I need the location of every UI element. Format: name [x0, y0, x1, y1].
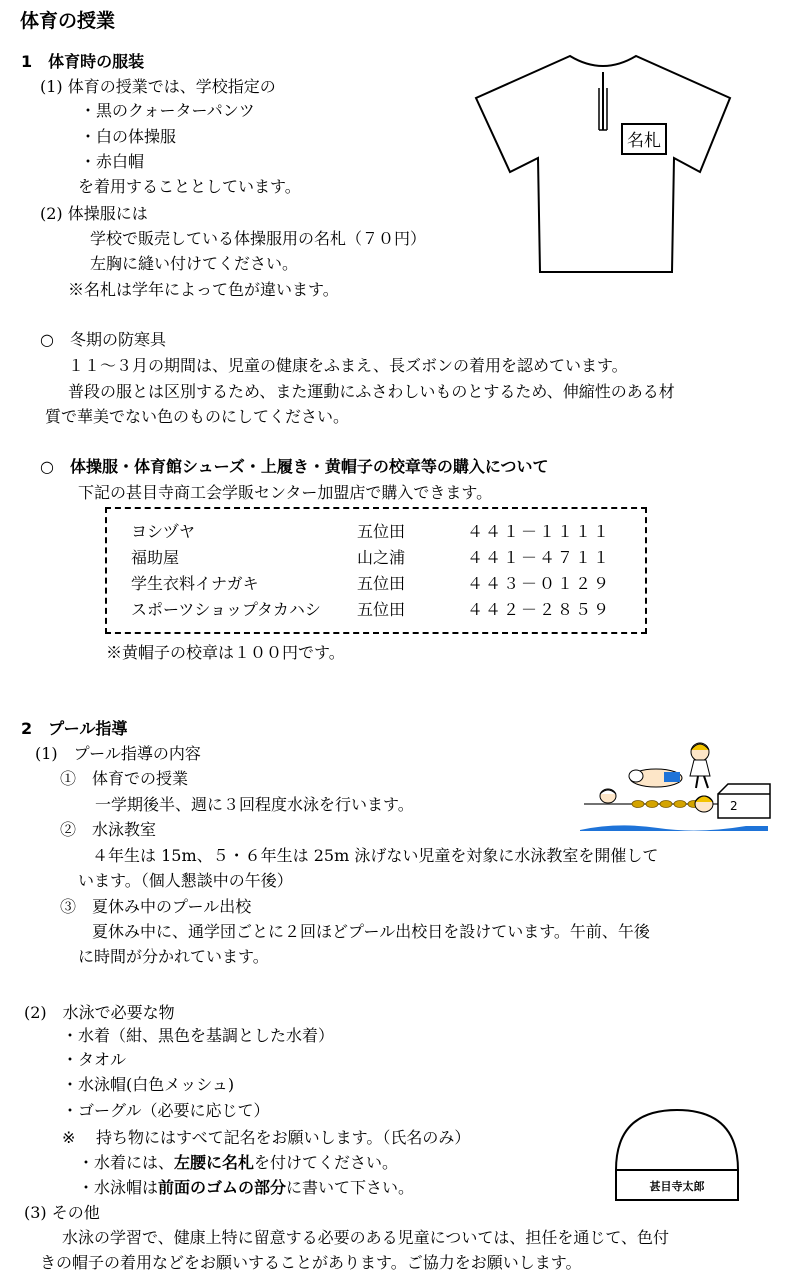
uniform-item: ・白の体操服 [80, 127, 177, 146]
shop-row [107, 520, 647, 544]
swim-cap-illustration [612, 1108, 742, 1202]
shop-row [107, 546, 647, 570]
lane-number: 2 [730, 799, 738, 813]
winter-line: 普段の服とは区別するため、また運動にふさわしいものとするため、伸縮性のある材 [68, 382, 675, 401]
shirt-illustration [472, 50, 734, 278]
winter-line: １１～３月の期間は、児童の健康をふまえ、長ズボンの着用を認めています。 [68, 356, 628, 375]
pool-p1: (1) プール指導の内容 [35, 744, 201, 763]
shop-phone: ４４１－１１１１ [467, 522, 612, 541]
pool-p2: (2) 水泳で必要な物 [24, 1003, 175, 1022]
pool-need-item: ・タオル [62, 1050, 127, 1069]
pool-item-title: ③ 夏休み中のプール出校 [60, 897, 252, 916]
page-title: 体育の授業 [20, 10, 116, 32]
cap-instruction [78, 1178, 414, 1198]
pool-item-body: います。（個人懇談中の午後） [78, 871, 293, 890]
section-1-p1-end: を着用することとしています。 [78, 177, 301, 196]
pool-note-mark: ※ [62, 1128, 76, 1147]
uniform-item: ・黒のクォーターパンツ [80, 101, 255, 120]
shop-area: 五位田 [357, 574, 406, 593]
pool-item-body: 一学期後半、週に３回程度水泳を行います。 [95, 795, 414, 814]
cap-post: に書いて下さい。 [286, 1178, 415, 1197]
pool-need-item: ・ゴーグル（必要に応じて） [62, 1101, 270, 1120]
cap-name-label: 甚目寺太郎 [649, 1180, 705, 1193]
section-2-heading: 2 プール指導 [21, 719, 128, 738]
pool-item-title: ② 水泳教室 [60, 820, 157, 839]
shop-name: 学生衣料イナガキ [131, 574, 259, 593]
shop-phone: ４４３－０１２９ [467, 574, 612, 593]
name-tag-note: ※名札は学年によって色が違います。 [68, 280, 339, 299]
shop-area: 山之浦 [357, 548, 406, 567]
shop-row [107, 598, 647, 622]
swimsuit-bold: 左腰に名札 [174, 1153, 255, 1172]
purchase-heading: ○ 体操服・体育館シューズ・上履き・黄帽子の校章等の購入について [40, 457, 549, 476]
pool-item-title: ① 体育での授業 [60, 769, 189, 788]
uniform-item: ・赤白帽 [80, 152, 145, 171]
winter-line: 質で華美でない色のものにしてください。 [45, 407, 350, 426]
purchase-intro: 下記の甚目寺商工会学販センター加盟店で購入できます。 [78, 483, 493, 502]
pool-p3: (3) その他 [24, 1203, 100, 1222]
pool-note-text: 持ち物にはすべて記名をお願いします。（氏名のみ） [96, 1128, 471, 1147]
swimsuit-pre: ・水着には、 [78, 1153, 175, 1172]
section-1-heading: 1 体育時の服装 [21, 52, 145, 71]
winter-heading: ○ 冬期の防寒具 [40, 330, 166, 349]
shop-name: スポーツショップタカハシ [131, 600, 321, 619]
shop-area: 五位田 [357, 600, 406, 619]
pool-item-body: 夏休み中に、通学団ごとに２回ほどプール出校日を設けています。午前、午後 [92, 922, 650, 941]
shop-area: 五位田 [357, 522, 406, 541]
cap-pre: ・水泳帽は [78, 1178, 159, 1197]
shop-row [107, 572, 647, 596]
section-1-p1-intro: (1) 体育の授業では、学校指定の [40, 77, 276, 96]
section-1-p2-line1: 学校で販売している体操服用の名札（７０円） [90, 229, 427, 248]
pool-illustration [578, 738, 774, 832]
swimsuit-instruction [78, 1153, 398, 1173]
section-1-p2-line2: 左胸に縫い付けてください。 [90, 254, 299, 273]
section-1-p2-intro: (2) 体操服には [40, 204, 148, 223]
pool-need-item: ・水着（紺、黒色を基調とした水着） [62, 1026, 335, 1045]
cap-bold: 前面のゴムの部分 [158, 1178, 287, 1197]
shop-list-box [105, 507, 647, 634]
pool-item-body: ４年生は 15m、５・６年生は 25m 泳げない児童を対象に水泳教室を開催して [92, 846, 659, 865]
other-line: 水泳の学習で、健康上特に留意する必要のある児童については、担任を通じて、色付 [62, 1228, 670, 1247]
other-line: きの帽子の着用などをお願いすることがあります。ご協力をお願いします。 [40, 1253, 582, 1272]
pool-item-body: に時間が分かれています。 [78, 947, 269, 966]
pool-need-item: ・水泳帽(白色メッシュ) [62, 1075, 235, 1094]
shop-name: ヨシヅヤ [131, 522, 196, 541]
shop-phone: ４４１－４７１１ [467, 548, 612, 567]
swimsuit-post: を付けてください。 [254, 1153, 399, 1172]
badge-price-note: ※黄帽子の校章は１００円です。 [106, 643, 345, 662]
shop-phone: ４４２－２８５９ [467, 600, 612, 619]
shop-name: 福助屋 [131, 548, 180, 567]
shirt-name-tag-label: 名札 [627, 131, 661, 151]
